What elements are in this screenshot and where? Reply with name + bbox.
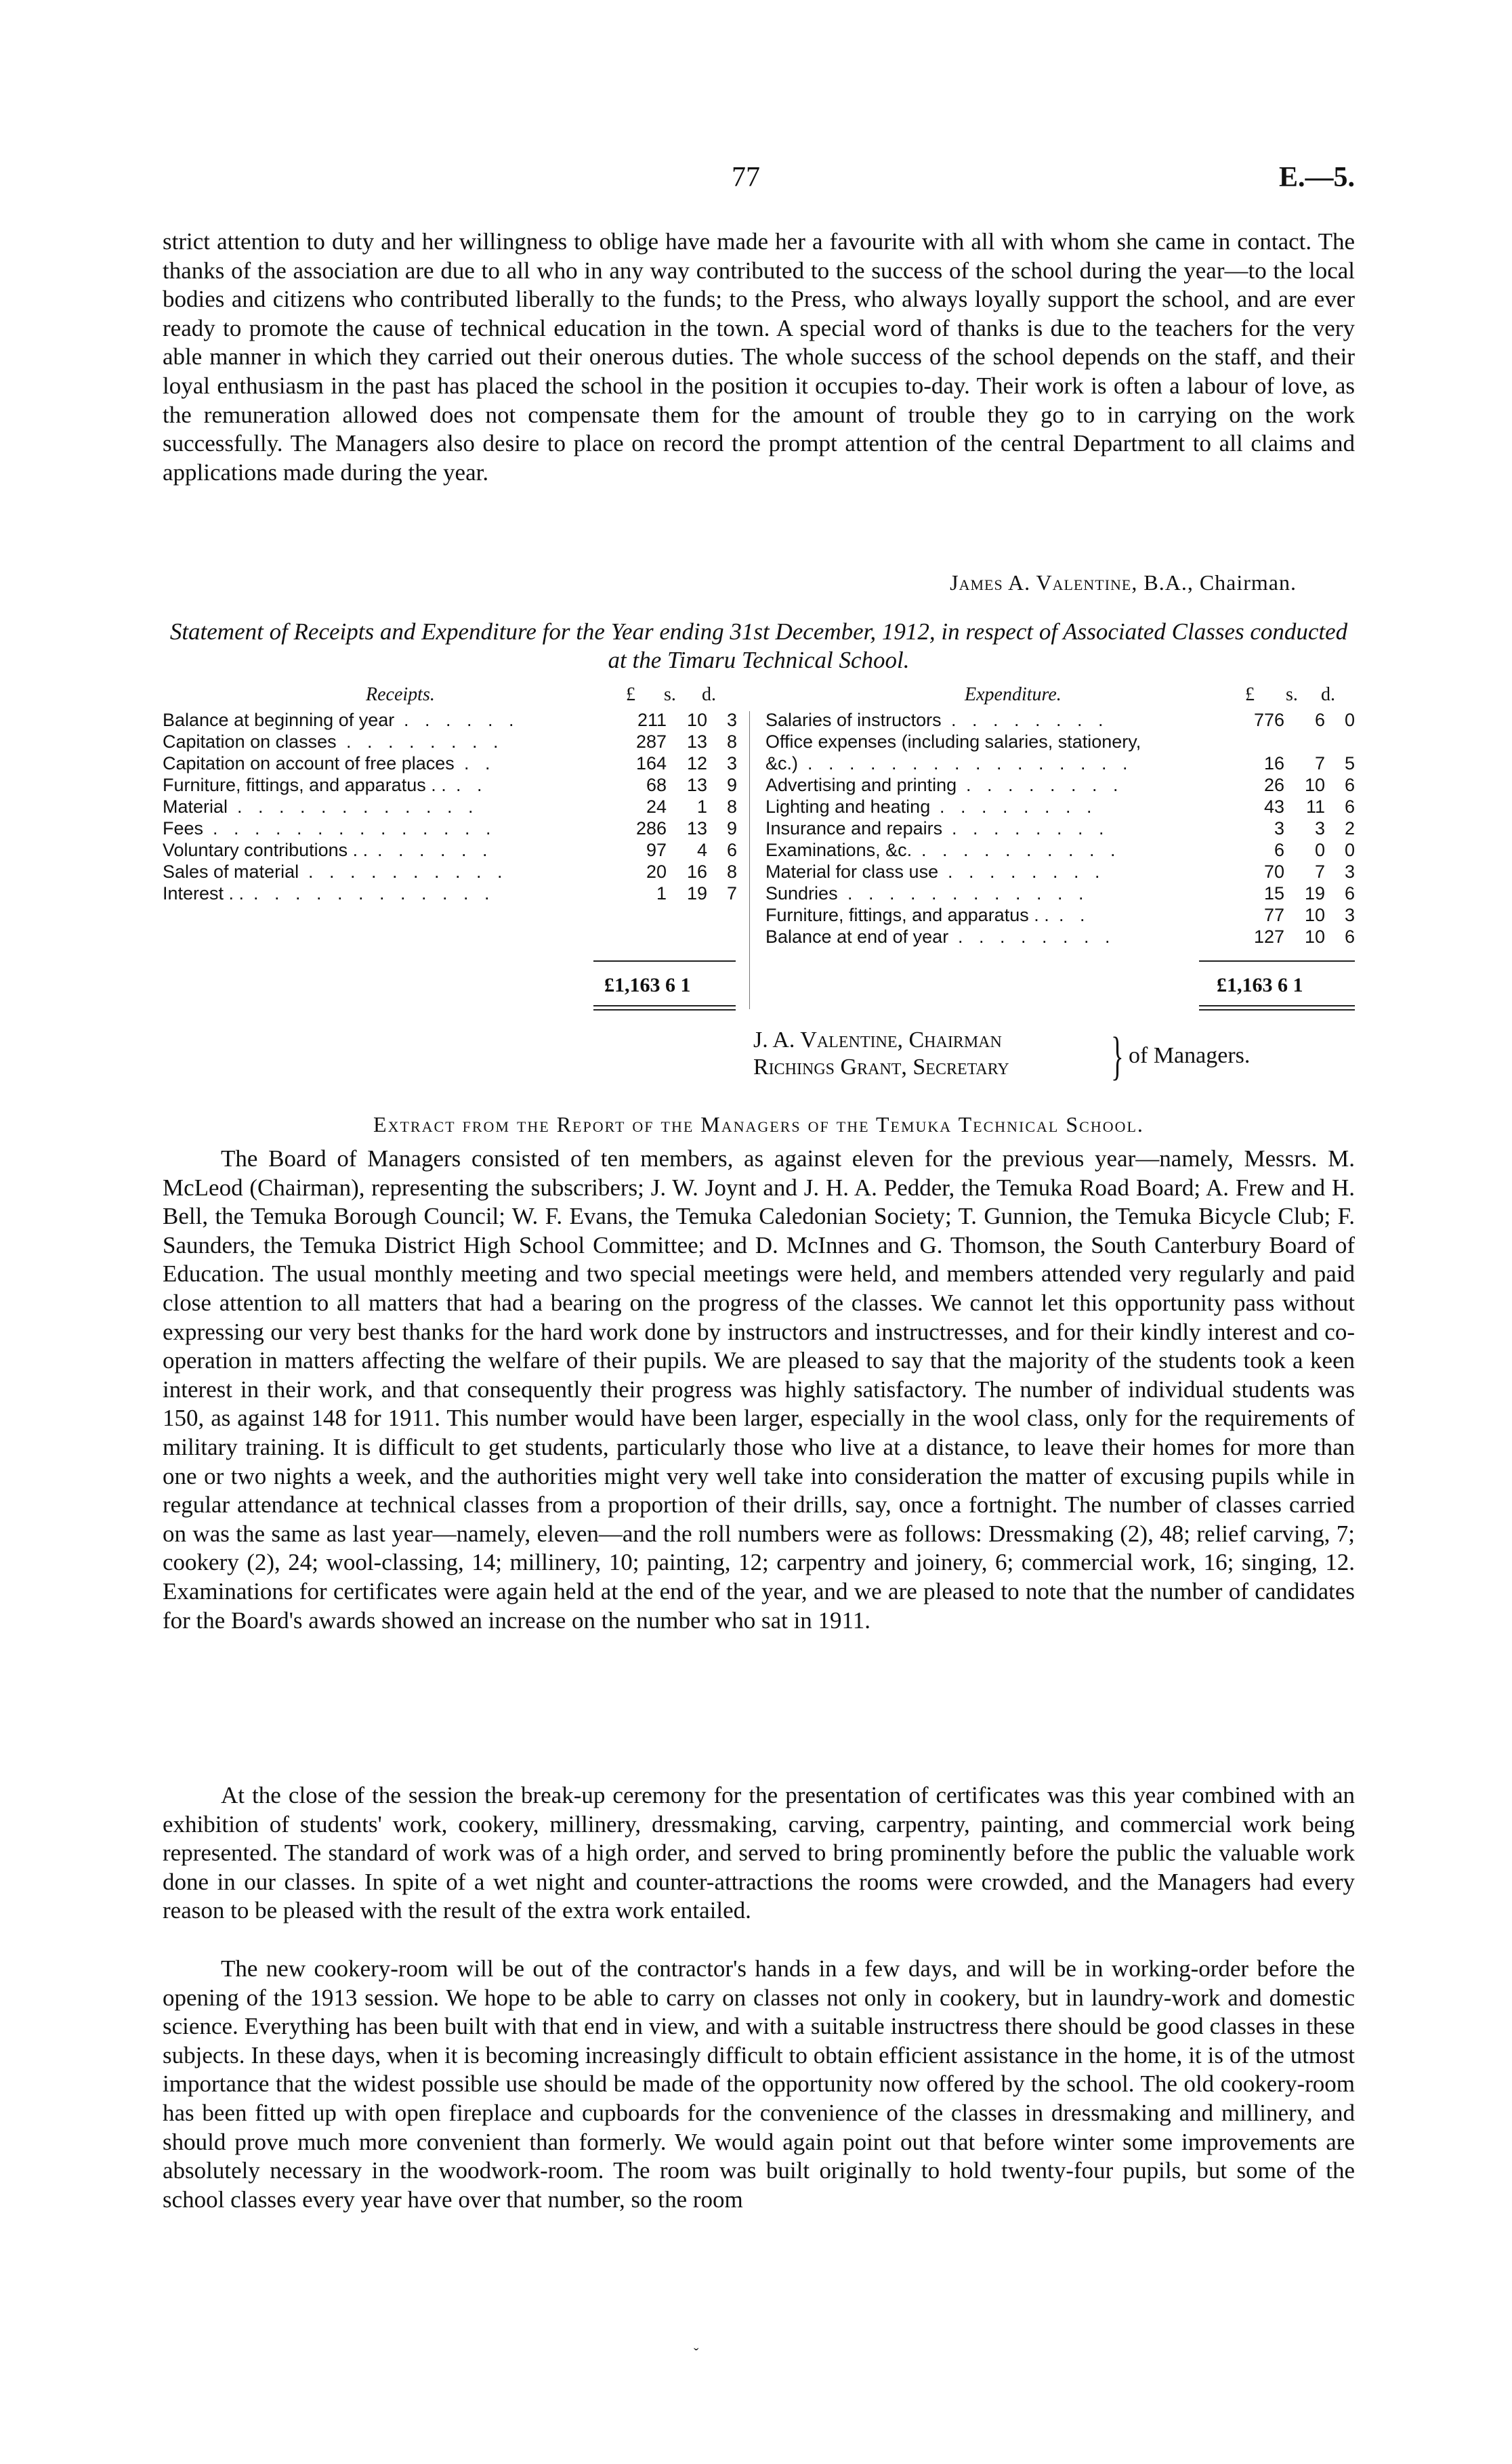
leader-dots: . . . . . . . . . . . . [847, 883, 1089, 904]
receipts-ledger [163, 684, 737, 1002]
expenditure-row [765, 862, 1355, 883]
footer-mark: ˇ [694, 2345, 699, 2362]
amount-pounds: 68 [646, 775, 667, 795]
amount-pounds: 26 [1263, 775, 1284, 795]
receipts-row [163, 775, 737, 796]
pounds-heading: £ [626, 684, 635, 705]
expenditure-row [765, 796, 1355, 818]
amount-pounds: 287 [635, 731, 667, 752]
receipts-row [163, 731, 737, 753]
ledger-item-label: Insurance and repairs [765, 818, 943, 838]
receipts-heading: Receipts. [366, 684, 435, 705]
amount-shillings: 4 [696, 840, 707, 860]
amount-pounds: 286 [635, 818, 667, 838]
officers-block [753, 1027, 1009, 1081]
signature-name: James A. Valentine [950, 570, 1132, 595]
amount-pence: 6 [1344, 775, 1355, 795]
amount-shillings: 13 [686, 818, 707, 838]
ledger-item-label: Fees [163, 818, 204, 838]
amount-shillings: 10 [1304, 905, 1325, 925]
of-managers-label: of Managers. [1129, 1043, 1251, 1068]
leader-dots: . . [1059, 905, 1091, 925]
officers-brace: } [1111, 1026, 1124, 1085]
leader-dots: . . . . . . . . . . . . [253, 883, 495, 904]
expenditure-ledger [765, 684, 1355, 1002]
ledger-item-label: Sales of material [163, 862, 299, 882]
receipts-total: £1,163 6 1 [604, 974, 691, 996]
expenditure-double-rule [1199, 1005, 1355, 1006]
amount-shillings: 3 [1314, 818, 1325, 838]
ledger-item-label: Interest . . [163, 883, 245, 904]
ledger-item-label: Material [163, 796, 228, 817]
receipts-total-rule [593, 960, 736, 962]
exp-pence-heading: d. [1321, 684, 1335, 705]
amount-shillings: 13 [686, 775, 707, 795]
amount-shillings: 12 [686, 753, 707, 773]
ledger-item-label: Balance at beginning of year [163, 710, 395, 730]
amount-pence: 3 [726, 710, 737, 730]
amount-pence: 7 [726, 883, 737, 904]
amount-pounds: 70 [1263, 862, 1284, 882]
amount-pounds: 127 [1253, 927, 1284, 947]
expenditure-row [765, 818, 1355, 840]
ledger-item-label: Furniture, fittings, and apparatus . . [765, 905, 1049, 925]
amount-pence: 3 [1344, 905, 1355, 925]
amount-pence: 5 [1344, 753, 1355, 773]
receipts-row [163, 796, 737, 818]
amount-pence: 2 [1344, 818, 1355, 838]
leader-dots: . . . . . . [404, 710, 520, 730]
amount-pounds: 97 [646, 840, 667, 860]
leader-dots: . . . . . . . . . . [308, 862, 508, 882]
leader-dots: . . . . . . [377, 840, 493, 860]
expenditure-row [765, 753, 1355, 775]
ledger-item-label: Sundries [765, 883, 838, 904]
amount-pence: 9 [726, 818, 737, 838]
leader-dots: . . [464, 753, 496, 773]
expenditure-row [765, 840, 1355, 862]
signature-suffix: , B.A., Chairman. [1131, 570, 1297, 595]
amount-pence: 6 [726, 840, 737, 860]
amount-shillings: 7 [1314, 753, 1325, 773]
ledger-item-label: Balance at end of year [765, 927, 949, 947]
amount-shillings: 19 [686, 883, 707, 904]
board-paragraph: The Board of Managers consisted of ten members, as against eleven for the previous year—namely, Messrs. M. McLeod (Chairman), representing the subscribers; J. W. Joynt and J. H. A. Pedder, the Temuka Road Board; A. Frew and H. Bell, the Temuka Borough Council; W. F. Evans, the Temuka Caledonian Society; T. Gunnion, the Temuka Bicycle Club; F. Saunders, the Temuka District High School Committee; and D. McInnes and G. Thomson, the South Canterbury Board of Education. The usual monthly meeting and two special meetings were held, and members attended very regularly and paid close attention to all matters that had a bearing on the progress of the classes. We cannot let this opportunity pass without expressing our very best thanks for the hard work done by instructors and instructresses, and for their kindly interest and co-operation in matters affecting the welfare of their pupils. We are pleased to say that the majority of the students took a keen interest in their work, and that consequently their progress was highly satisfactory. The number of individual students was 150, as against 148 for 1911. This number would have been larger, especially in the wool class, only for the requirements of military training. It is difficult to get students, particularly those who live at a distance, to leave their homes for more than one or two nights a week, and the authorities might very well take into consideration the matter of excusing pupils while in regular attendance at technical classes from a proportion of their drills, say, once a fortnight. The number of classes carried on was the same as last year—namely, eleven—and the roll numbers were as follows: Dressmaking (2), 48; relief carving, 7; cookery (2), 24; wool-classing, 14; millinery, 10; painting, 12; carpentry and joinery, 6; commercial work, 16; singing, 12. Examinations for certificates were again held at the end of the year, and we are pleased to note that the number of candidates for the Board's awards showed an increase on the number who sat in 1911. [163, 1145, 1355, 1634]
leader-dots: . . . . . . . . [951, 710, 1109, 730]
expenditure-row [765, 883, 1355, 905]
amount-pounds: 164 [635, 753, 667, 773]
exp-shillings-heading: s. [1286, 684, 1298, 705]
amount-pounds: 3 [1274, 818, 1284, 838]
amount-pounds: 211 [637, 710, 667, 730]
amount-pounds: 77 [1263, 905, 1284, 925]
ledger-item-label: Capitation on classes [163, 731, 337, 752]
amount-shillings: 1 [696, 796, 707, 817]
amount-pounds: 24 [646, 796, 667, 817]
intro-paragraph: strict attention to duty and her willingness to oblige have made her a favourite with all with whom she came in contact. The thanks of the association are due to all who in any way contributed to the success of the school during the year—to the local bodies and citizens who contributed liberally to the funds; to the Press, who always loyally support the school, and are ever ready to promote the cause of technical education in the town. A special word of thanks is due to the teachers for the very able manner in which they carried out their onerous duties. The whole success of the school depends on the staff, and their loyal enthusiasm in the past has placed the school in the position it occupies to-day. Their work is often a labour of love, as the remuneration allowed does not compensate them for the amount of trouble they go to in carrying on the work successfully. The Managers also desire to place on record the prompt attention of the central Department to all claims and applications made during the year. [163, 228, 1355, 486]
leader-dots: . . . . . . . . [940, 796, 1097, 817]
leader-dots: . . . . . . . . . . [921, 840, 1121, 860]
ledger-item-label: &c.) [765, 753, 799, 773]
amount-shillings: 7 [1314, 862, 1325, 882]
ledger-item-label: Voluntary contributions . . [163, 840, 369, 860]
breakup-paragraph: At the close of the session the break-up ceremony for the presentation of certificates was this year combined with an exhibition of students' work, cookery, millinery, dressmaking, carving, carpentry, painting, and commercial work being represented. The standard of work was of a high order, and served to bring prominently before the public the valuable work done in our classes. In spite of a wet night and counter-attractions the rooms were crowded, and the Managers had every reason to be pleased with the result of the extra work entailed. [163, 1782, 1355, 1924]
chairman-line: J. A. Valentine, Chairman [753, 1027, 1002, 1053]
amount-pounds: 20 [646, 862, 667, 882]
amount-pounds: 15 [1263, 883, 1284, 904]
ledger-item-label: Office expenses (including salaries, stationery, [765, 731, 1141, 752]
amount-pence: 3 [1344, 862, 1355, 882]
page-header [163, 161, 1355, 202]
expenditure-row [765, 710, 1355, 731]
amount-shillings: 19 [1304, 883, 1325, 904]
amount-pence: 8 [726, 796, 737, 817]
leader-dots: . . [456, 775, 488, 795]
expenditure-total-rule [1199, 960, 1355, 962]
amount-pence: 6 [1344, 796, 1355, 817]
amount-pence: 6 [1344, 927, 1355, 947]
secretary-line: Richings Grant, Secretary [753, 1055, 1009, 1080]
amount-pence: 8 [726, 862, 737, 882]
ledger-item-label: Advertising and printing [765, 775, 957, 795]
cookery-paragraph: The new cookery-room will be out of the contractor's hands in a few days, and will be in working-order before the opening of the 1913 session. We hope to be able to carry on classes not only in cookery, but in laundry-work and domestic science. Everything has been built with that end in view, and with a suitable instructress there should be good classes in these subjects. In these days, when it is becoming increasingly difficult to obtain efficient assistance in the home, it is of the utmost importance that the widest possible use should be made of the opportunity now offered by the school. The old cookery-room has been fitted up with open fireplace and cupboards for the convenience of the classes in dressmaking and millinery, and should prove much more convenient than formerly. We would again point out that before winter some improvements are absolutely necessary in the woodwork-room. The room was built originally to hold twenty-four pupils, but some of the school classes every year have over that number, so the room [163, 1955, 1355, 2213]
expenditure-row [765, 775, 1355, 796]
leader-dots: . . . . . . . . [948, 862, 1106, 882]
amount-pence: 8 [726, 731, 737, 752]
amount-shillings: 10 [1304, 927, 1325, 947]
receipts-row [163, 753, 737, 775]
section-title: Extract from the Report of the Managers of the Temuka Technical School. [373, 1112, 1144, 1137]
leader-dots: . . . . . . . . . . . . [237, 796, 479, 817]
amount-shillings: 0 [1314, 840, 1325, 860]
leader-dots: . . . . . . . . [952, 818, 1110, 838]
shillings-heading: s. [664, 684, 676, 705]
amount-shillings: 13 [686, 731, 707, 752]
ledger-divider [749, 711, 750, 1009]
amount-pence: 6 [1344, 883, 1355, 904]
amount-pounds: 776 [1253, 710, 1284, 730]
receipts-row [163, 818, 737, 840]
leader-dots: . . . . . . . . . . . . . . . . [807, 753, 1133, 773]
expenditure-row [765, 905, 1355, 927]
expenditure-double-rule-2 [1199, 1009, 1355, 1011]
amount-pence: 3 [726, 753, 737, 773]
expenditure-row [765, 731, 1355, 753]
expenditure-row [765, 927, 1355, 948]
ledger-item-label: Lighting and heating [765, 796, 931, 817]
leader-dots: . . . . . . . . [966, 775, 1124, 795]
ledger-item-label: Examinations, &c. [765, 840, 912, 860]
amount-pounds: 43 [1263, 796, 1284, 817]
exp-pounds-heading: £ [1245, 684, 1255, 705]
amount-pence: 0 [1344, 710, 1355, 730]
receipts-row [163, 883, 737, 905]
amount-pounds: 1 [656, 883, 667, 904]
amount-pence: 0 [1344, 840, 1355, 860]
expenditure-heading: Expenditure. [965, 684, 1062, 705]
ledger-item-label: Salaries of instructors [765, 710, 942, 730]
receipts-row [163, 840, 737, 862]
receipts-row [163, 710, 737, 731]
amount-shillings: 10 [686, 710, 707, 730]
pence-heading: d. [702, 684, 716, 705]
ledger-item-label: Furniture, fittings, and apparatus . . [163, 775, 446, 795]
expenditure-total: £1,163 6 1 [1217, 974, 1303, 996]
amount-pence: 9 [726, 775, 737, 795]
statement-title: Statement of Receipts and Expenditure for the Year ending 31st December, 1912, in respect of Associated Classes conducted at the Timaru Technical School. [169, 618, 1348, 673]
ledger-item-label: Material for class use [765, 862, 939, 882]
amount-shillings: 11 [1305, 796, 1325, 817]
receipts-double-rule-2 [593, 1009, 736, 1011]
document-code: E.—5. [1278, 162, 1355, 193]
leader-dots: . . . . . . . . [346, 731, 504, 752]
amount-shillings: 16 [686, 862, 707, 882]
leader-dots: . . . . . . . . . . . . . . [213, 818, 497, 838]
amount-shillings: 6 [1314, 710, 1325, 730]
amount-pounds: 16 [1263, 753, 1284, 773]
signature-line [950, 570, 1297, 595]
amount-pounds: 6 [1274, 840, 1284, 860]
receipts-row [163, 862, 737, 883]
leader-dots: . . . . . . . . [958, 927, 1116, 947]
ledger-item-label: Capitation on account of free places [163, 753, 455, 773]
receipts-double-rule [593, 1005, 736, 1006]
amount-shillings: 10 [1304, 775, 1325, 795]
page-number: 77 [732, 162, 760, 193]
